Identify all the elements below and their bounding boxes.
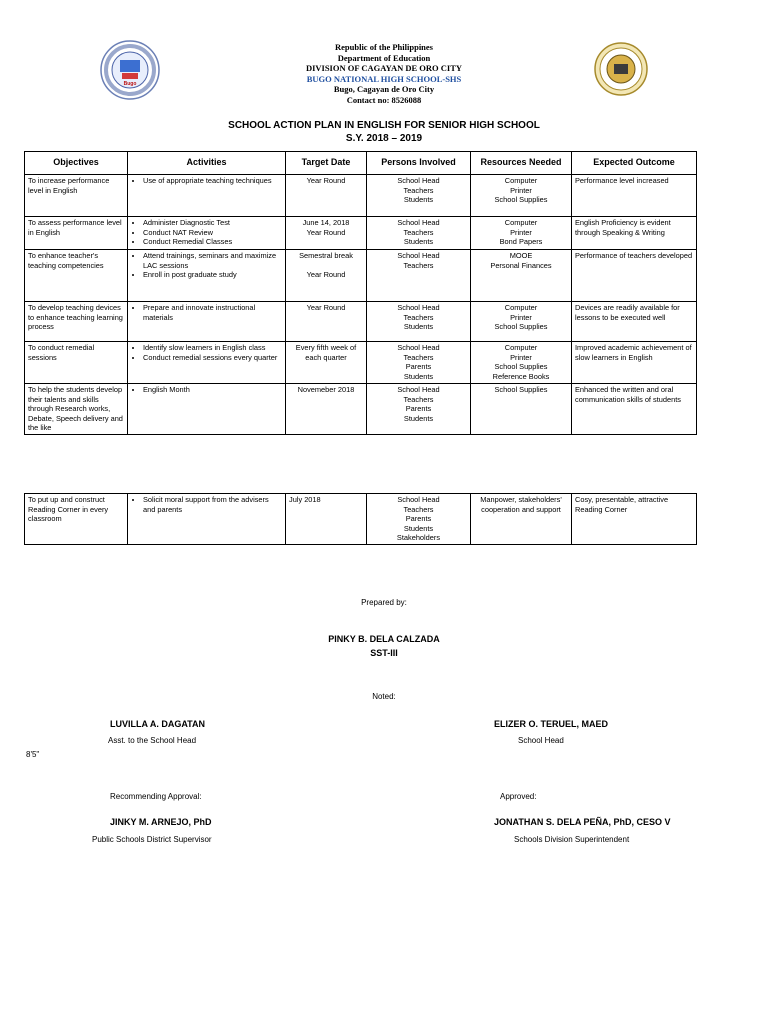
table-row [25, 342, 697, 384]
letterhead-line-deped: Department of Education [337, 52, 431, 63]
activity-item: • English Month [143, 385, 282, 395]
action-plan-table-continued [24, 493, 697, 545]
recommending-title: Public Schools District Supervisor [92, 835, 212, 844]
target-date-cell: Every fifth week of each quarter [286, 342, 367, 384]
persons-cell: School Head Teachers Students [367, 217, 471, 250]
outcome-cell: Performance of teachers developed [572, 250, 697, 302]
column-header-outcome: Expected Outcome [572, 152, 697, 175]
activities-cell [128, 217, 286, 250]
letterhead-line-contact: Contact no: 8526088 [346, 94, 422, 105]
activity-item: • Use of appropriate teaching techniques [143, 176, 282, 186]
table-row [25, 217, 697, 250]
activities-cell [128, 342, 286, 384]
outcome-cell: Enhanced the written and oral communication skills of students [572, 384, 697, 435]
column-header-target-date: Target Date [286, 152, 367, 175]
column-header-objectives: Objectives [25, 152, 128, 175]
activities-cell [128, 384, 286, 435]
activity-item: • Identify slow learners in English class [143, 343, 282, 353]
activities-cell [128, 175, 286, 217]
table-row [25, 494, 697, 545]
approved-name: JONATHAN S. DELA PEÑA, PhD, CESO V [494, 817, 671, 827]
target-date-cell: July 2018 [286, 494, 367, 545]
activities-cell [128, 494, 286, 545]
activity-item: • Prepare and innovate instructional materials [143, 303, 282, 322]
column-header-persons: Persons Involved [367, 152, 471, 175]
letterhead-line-address: Bugo, Cagayan de Oro City [333, 84, 435, 94]
target-date-cell: Year Round [286, 175, 367, 217]
outcome-cell: Improved academic achievement of slow learners in English [572, 342, 697, 384]
approved-title: Schools Division Superintendent [514, 835, 630, 844]
persons-cell: School Head Teachers Students [367, 175, 471, 217]
activity-item: • Conduct NAT Review [143, 228, 282, 238]
activities-cell [128, 302, 286, 342]
objective-cell: To assess performance level in English [25, 217, 128, 250]
letterhead [234, 42, 534, 105]
letterhead-line-school: BUGO NATIONAL HIGH SCHOOL-SHS [306, 73, 462, 84]
approved-label: Approved: [500, 792, 537, 801]
target-date-cell: Semestral break Year Round [286, 250, 367, 302]
objective-cell: To put up and construct Reading Corner in every classroom [25, 494, 128, 545]
activity-item: • Conduct remedial sessions every quarter [143, 353, 282, 363]
outcome-cell: Cosy, presentable, attractive Reading Corner [572, 494, 697, 545]
noted-right-title: School Head [518, 736, 564, 745]
column-header-resources: Resources Needed [471, 152, 572, 175]
objective-cell: To conduct remedial sessions [25, 342, 128, 384]
recommending-label: Recommending Approval: [110, 792, 202, 801]
outcome-cell: Performance level increased [572, 175, 697, 217]
target-date-cell: Year Round [286, 302, 367, 342]
school-logo-text: Bugo [123, 81, 137, 87]
prepared-title: SST-III [370, 648, 398, 658]
persons-cell: School Head Teachers Parents Students [367, 342, 471, 384]
activities-cell [128, 250, 286, 302]
resources-cell: MOOE Personal Finances [471, 250, 572, 302]
table-row [25, 250, 697, 302]
table-row [25, 384, 697, 435]
noted-label: Noted: [372, 692, 396, 701]
resources-cell: Computer Printer Bond Papers [471, 217, 572, 250]
stray-note: 8'5" [26, 750, 40, 759]
resources-cell: Computer Printer School Supplies Reference Books [471, 342, 572, 384]
activity-item: • Attend trainings, seminars and maximize LAC sessions [143, 251, 282, 270]
deped-seal [594, 42, 648, 96]
target-date-cell: June 14, 2018 Year Round [286, 217, 367, 250]
activity-item: • Solicit moral support from the advisers and parents [143, 495, 282, 514]
activity-item: • Enroll in post graduate study [143, 270, 282, 280]
objective-cell: To help the students develop their talents and skills through Research works, Debate, Speech delivery and the like [25, 384, 128, 435]
document-title: SCHOOL ACTION PLAN IN ENGLISH FOR SENIOR HIGH SCHOOL [228, 120, 540, 131]
resources-cell: Computer Printer School Supplies [471, 175, 572, 217]
persons-cell: School Head Teachers Students [367, 302, 471, 342]
table-header-row [25, 152, 697, 175]
outcome-cell: English Proficiency is evident through Speaking & Writing [572, 217, 697, 250]
persons-cell: School Head Teachers Parents Students [367, 384, 471, 435]
objective-cell: To enhance teacher's teaching competencies [25, 250, 128, 302]
noted-left-title: Asst. to the School Head [108, 736, 197, 745]
prepared-label: Prepared by: [361, 598, 407, 607]
resources-cell: School Supplies [471, 384, 572, 435]
action-plan-table [24, 151, 697, 435]
school-year: S.Y. 2018 – 2019 [345, 133, 423, 144]
resources-cell: Manpower, stakeholders' cooperation and support [471, 494, 572, 545]
school-logo [100, 40, 160, 100]
persons-cell: School Head Teachers Parents Students Stakeholders [367, 494, 471, 545]
persons-cell: School Head Teachers [367, 250, 471, 302]
letterhead-line-division: DIVISION OF CAGAYAN DE ORO CITY [305, 63, 463, 73]
table-row [25, 175, 697, 217]
recommending-name: JINKY M. ARNEJO, PhD [110, 817, 212, 827]
resources-cell: Computer Printer School Supplies [471, 302, 572, 342]
letterhead-line-republic: Republic of the Philippines [334, 42, 433, 52]
target-date-cell: Novemeber 2018 [286, 384, 367, 435]
prepared-name: PINKY B. DELA CALZADA [328, 634, 440, 644]
table-row [25, 302, 697, 342]
column-header-activities: Activities [128, 152, 286, 175]
objective-cell: To develop teaching devices to enhance teaching learning process [25, 302, 128, 342]
outcome-cell: Devices are readily available for lessons to be executed well [572, 302, 697, 342]
activity-item: • Conduct Remedial Classes [143, 237, 282, 247]
activity-item: • Administer Diagnostic Test [143, 218, 282, 228]
objective-cell: To increase performance level in English [25, 175, 128, 217]
noted-left-name: LUVILLA A. DAGATAN [110, 719, 205, 729]
noted-right-name: ELIZER O. TERUEL, MAED [494, 719, 609, 729]
